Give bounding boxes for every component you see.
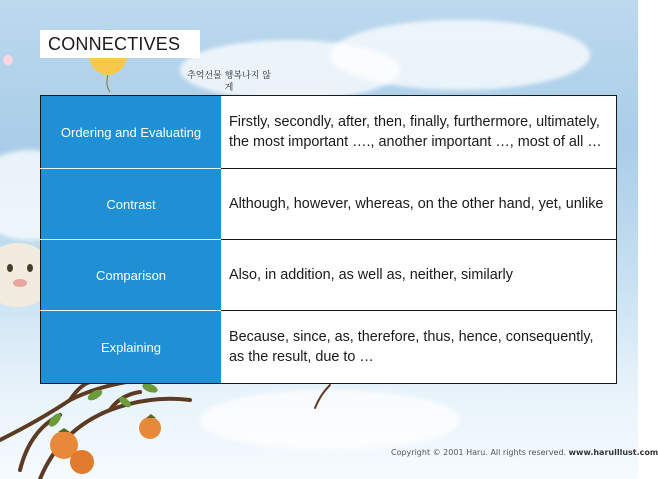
copyright-notice: Copyright © 2001 Haru. All rights reserved. — [391, 448, 567, 457]
table-row — [41, 169, 617, 240]
row-label: Comparison — [41, 240, 222, 311]
copyright-url: www.harulllust.com — [568, 448, 658, 457]
row-label: Contrast — [41, 169, 222, 240]
page-title: CONNECTIVES — [48, 33, 181, 54]
row-description: Although, however, whereas, on the other hand, yet, unlike — [221, 169, 617, 240]
row-description: Because, since, as, therefore, thus, hence, consequently, as the result, due to … — [229, 329, 594, 365]
row-description: Firstly, secondly, after, then, finally, furthermore, ultimately, the most important …., another important …, most of all … — [221, 96, 617, 169]
table-row — [41, 96, 617, 169]
connectives-table — [40, 95, 617, 384]
copyright-text — [391, 448, 658, 457]
row-label: Ordering and Evaluating — [41, 96, 222, 169]
title-box — [40, 30, 200, 58]
tree-branch-icon — [0, 373, 330, 479]
handwritten-note: 추억선물 행복나지 않게 — [187, 71, 271, 93]
row-description: Also, in addition, as well as, neither, similarly — [221, 240, 617, 311]
persimmon-icon — [50, 414, 161, 474]
row-label: Explaining — [41, 311, 222, 384]
table-row — [41, 311, 617, 384]
table-row — [41, 240, 617, 311]
